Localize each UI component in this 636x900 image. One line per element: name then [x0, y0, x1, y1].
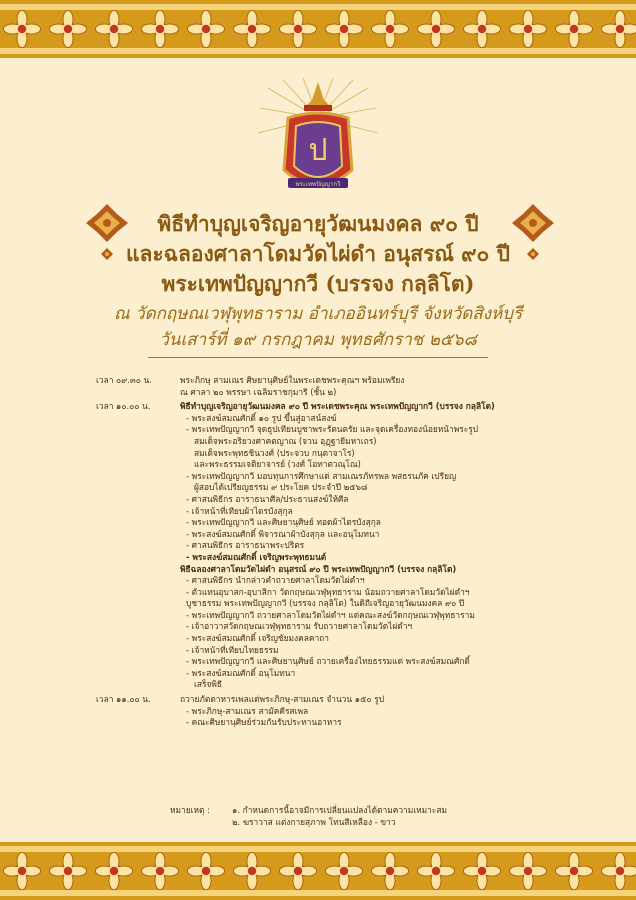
- top-decorative-border: [0, 0, 636, 58]
- floral-motif-icon: [555, 10, 592, 47]
- floral-motif-icon: [233, 10, 270, 47]
- venue-line: ณ วัดกฤษณเวฬุพุทธาราม อำเภออินทร์บุรี จังหวัดสิงห์บุรี: [113, 304, 523, 324]
- floral-motif-icon: [141, 10, 178, 47]
- schedule-line: - พระภิกษุ-สามเณร สามัคคีรสเพล: [186, 705, 309, 716]
- schedule-time: เวลา ๐๙.๓๐ น.: [96, 375, 152, 385]
- schedule-entry: [96, 375, 616, 398]
- schedule-line: - เจ้าหน้าที่เทียบผ้าไตรบังสุกุล: [186, 505, 293, 516]
- floral-motif-icon: [3, 852, 40, 889]
- top-floral-pattern: [0, 10, 636, 48]
- notes: [170, 804, 447, 828]
- svg-text:ป: ป: [308, 133, 328, 168]
- wat-emblem: [258, 78, 378, 208]
- schedule-line: - พระสงฆ์สมณศักดิ์ พิจารณาผ้าบังสุกุล และอนุโมทนา: [186, 528, 380, 539]
- schedule-time: เวลา ๑๑.๐๐ น.: [96, 694, 151, 705]
- schedule-line: - เจ้าอาวาสวัดกฤษณเวฬุพุทธาราม รับถวายศาลาโดมวัดไผ่ดำฯ: [186, 621, 413, 632]
- floral-motif-icon: [601, 852, 636, 889]
- floral-motif-icon: [141, 852, 178, 889]
- floral-motif-icon: [187, 10, 224, 47]
- schedule-line: ถวายภัตตาหารเพลแด่พระภิกษุ-สามเณร จำนวน ๑๕๐ รูป: [180, 694, 385, 705]
- floral-motif-icon: [95, 852, 132, 889]
- schedule-line: - พระสงฆ์สมณศักดิ์ เจริญพระพุทธมนต์: [186, 551, 327, 562]
- floral-motif-icon: [555, 852, 592, 889]
- floral-motif-icon: [325, 852, 362, 889]
- schedule-line: - ศาสนพิธีกร อาราธนาศีล/ประธานสงฆ์ให้ศีล: [186, 493, 349, 504]
- floral-motif-icon: [509, 10, 546, 47]
- floral-motif-icon: [49, 852, 86, 889]
- schedule-line: เสร็จพิธี: [194, 679, 223, 690]
- schedule-heading: พิธีทำบุญเจริญอายุวัฒนมงคล ๙๐ ปี พระเดชพระคุณ พระเทพปัญญากวี (บรรจง กลฺลิโต): [180, 401, 495, 412]
- bottom-floral-pattern: [0, 852, 636, 890]
- title-line-3: พระเทพปัญญากวี (บรรจง กลฺลิโต): [161, 271, 475, 296]
- schedule-line: ผู้สอบได้เปรียญธรรม ๙ ประโยค ประจำปี ๒๕๖๘: [194, 482, 368, 493]
- floral-motif-icon: [279, 10, 316, 47]
- schedule-line: - ศาสนพิธีกร อาราธนาพระปริตร: [186, 540, 305, 551]
- schedule-line: - ตัวแทนอุบาสก-อุบาสิกา วัดกฤษณเวฬุพุทธาราม น้อมถวายศาลาโดมวัดไผ่ดำฯ: [186, 586, 470, 597]
- schedule-line: - พระเทพปัญญากวี และศิษยานุศิษย์ ทอดผ้าไตรบังสุกุล: [186, 517, 381, 528]
- schedule-line: - พระสงฆ์สมณศักดิ์ เจริญชัยมงคลคาถา: [186, 633, 329, 644]
- schedule-line: - พระเทพปัญญากวี มอบทุนการศึกษาแด่ สามเณรภัทรพล พสธรนภัค เปรียญ: [186, 470, 457, 481]
- schedule-line: สมเด็จพระพุทธชินวงศ์ (ประจวบ กนฺตาจาโร): [194, 447, 355, 458]
- floral-motif-icon: [417, 10, 454, 47]
- title-divider: [148, 357, 488, 358]
- floral-motif-icon: [325, 10, 362, 47]
- schedule-line: - ศาสนพิธีกร นำกล่าวคำถวายศาลาโดมวัดไผ่ดำฯ: [186, 575, 365, 586]
- floral-motif-icon: [463, 10, 500, 47]
- schedule-line: - เจ้าหน้าที่เทียบไทยธรรม: [186, 644, 279, 655]
- floral-motif-icon: [417, 852, 454, 889]
- floral-motif-icon: [187, 852, 224, 889]
- floral-motif-icon: [49, 10, 86, 47]
- floral-motif-icon: [509, 852, 546, 889]
- floral-motif-icon: [95, 10, 132, 47]
- schedule-line: - พระเทพปัญญากวี จุดธูปเทียนบูชาพระรัตนตรัย และจุดเครื่องทองน้อยหน้าพระรูป: [186, 424, 479, 435]
- schedule-time: เวลา ๑๐.๐๐ น.: [96, 401, 151, 412]
- schedule-line: และพระธรรมเจติยาจารย์ (วงศ์ โอทาตวณฺโณ): [194, 459, 361, 470]
- schedule-heading: พิธีฉลองศาลาโดมวัดไผ่ดำ อนุสรณ์ ๙๐ ปี พระเทพปัญญากวี (บรรจง กลฺลิโต): [180, 563, 457, 574]
- schedule-entry: [96, 694, 616, 729]
- schedule-line: - พระเทพปัญญากวี และศิษยานุศิษย์ ถวายเครื่องไทยธรรมแด่ พระสงฆ์สมณศักดิ์: [186, 656, 470, 667]
- schedule-line: - พระสงฆ์สมณศักดิ์ อนุโมทนา: [186, 667, 296, 678]
- schedule-line: - พระสงฆ์สมณศักดิ์ ๑๐ รูป ขึ้นสู่อาสน์สงฆ์: [186, 412, 337, 423]
- schedule-line: - คณะศิษยานุศิษย์ร่วมกันรับประทานอาหาร: [186, 717, 342, 728]
- notes-label: หมายเหตุ :: [170, 805, 210, 815]
- title-line-2: และฉลองศาลาโดมวัดไผ่ดำ อนุสรณ์ ๙๐ ปี: [126, 241, 510, 266]
- floral-motif-icon: [279, 852, 316, 889]
- floral-motif-icon: [601, 10, 636, 47]
- note-item: ๒. ฆราวาส แต่งกายสุภาพ โทนสีเหลือง - ขาว: [232, 817, 396, 827]
- schedule-line: พระภิกษุ สามเณร ศิษยานุศิษย์ในพระเดชพระคุณฯ พร้อมเพรียง: [180, 375, 405, 385]
- note-item: ๑. กำหนดการนี้อาจมีการเปลี่ยนแปลงได้ตามความเหมาะสม: [232, 805, 447, 815]
- schedule: [96, 375, 616, 729]
- floral-motif-icon: [233, 852, 270, 889]
- bottom-decorative-border: [0, 842, 636, 900]
- floral-motif-icon: [371, 10, 408, 47]
- schedule-line: สมเด็จพระอริยวงศาคตญาณ (จวน อุฏฺฐายีมหาเถร): [194, 435, 377, 446]
- schedule-line: - พระเทพปัญญากวี ถวายศาลาโดมวัดไผ่ดำฯ แด่คณะสงฆ์วัดกฤษณเวฬุพุทธาราม: [186, 609, 475, 620]
- floral-motif-icon: [463, 852, 500, 889]
- title-line-1: พิธีทำบุญเจริญอายุวัฒนมงคล ๙๐ ปี: [157, 211, 479, 236]
- floral-motif-icon: [3, 10, 40, 47]
- schedule-line: บูชาธรรม พระเทพปัญญากวี (บรรจง กลฺลิโต) ในดิถีเจริญอายุวัฒนมงคล ๙๐ ปี: [186, 598, 465, 609]
- schedule-entry: [96, 401, 616, 691]
- emblem-caption: พระเทพปัญญากวี: [295, 181, 341, 188]
- date-line: วันเสาร์ที่ ๑๙ กรกฎาคม พุทธศักราช ๒๕๖๘: [159, 330, 477, 350]
- floral-motif-icon: [371, 852, 408, 889]
- schedule-line: ณ ศาลา ๒๐ พรรษา เฉลิมราชกุมารี (ชั้น ๒): [180, 386, 337, 397]
